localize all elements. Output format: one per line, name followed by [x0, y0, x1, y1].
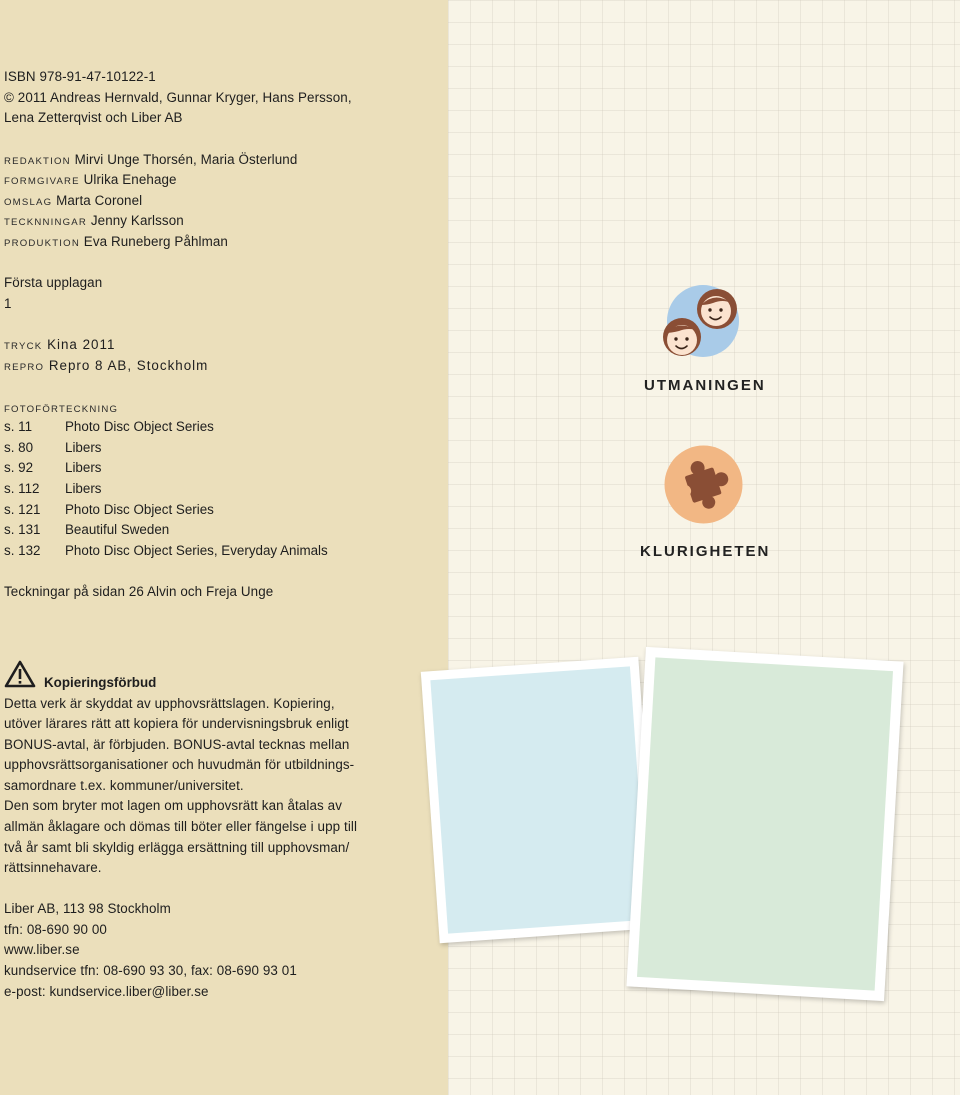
credit-source: Libers: [65, 460, 102, 475]
drawings-note: Teckningar på sidan 26 Alvin och Freja Unge: [4, 584, 274, 599]
role-value: Marta Coronel: [56, 193, 143, 208]
role-production: [4, 232, 228, 254]
role-label: FORMGIVARE: [4, 176, 80, 187]
print-value: Kina 2011: [47, 337, 116, 352]
copyright-line-2: Lena Zetterqvist och Liber AB: [4, 110, 183, 125]
role-value: Mirvi Unge Thorsén, Maria Österlund: [74, 152, 298, 167]
copyright-line-1: © 2011 Andreas Hernvald, Gunnar Kryger, Hans Persson,: [4, 90, 352, 105]
role-cover: [4, 191, 142, 213]
credit-source: Libers: [65, 440, 102, 455]
role-value: Jenny Karlsson: [90, 213, 184, 228]
print-info: [4, 335, 115, 357]
credit-page: s. 11: [4, 419, 33, 434]
edition-number: 1: [4, 296, 12, 311]
credit-page: s. 132: [4, 543, 41, 558]
role-label: REDAKTION: [4, 156, 71, 167]
notice-line: två år samt bli skyldig erlägga ersättning till upphovsman/: [4, 840, 350, 855]
notice-line: utöver lärares rätt att kopiera för undervisningsbruk enligt: [4, 716, 349, 731]
credit-source: Photo Disc Object Series, Everyday Animals: [65, 543, 328, 558]
customer-service: kundservice tfn: 08-690 93 30, fax: 08-690 93 01: [4, 963, 297, 978]
role-label: OMSLAG: [4, 197, 53, 208]
puzzle-label: KLURIGHETEN: [640, 543, 771, 560]
role-illustrations: [4, 211, 184, 233]
notice-line: upphovsrättsorganisationer och huvudmän för utbildnings-: [4, 757, 355, 772]
role-label: TECKNNINGAR: [4, 217, 88, 228]
credit-page: s. 121: [4, 502, 41, 517]
credit-source: Beautiful Sweden: [65, 522, 170, 537]
photo-credit-row: [4, 541, 328, 561]
credit-page: s. 112: [4, 481, 40, 496]
challenge-label: UTMANINGEN: [644, 377, 766, 394]
publisher-email: e-post: kundservice.liber@liber.se: [4, 984, 209, 999]
photo-credit-row: [4, 479, 101, 499]
children-faces-icon: [657, 283, 743, 363]
photo-frame-blue: [421, 657, 657, 944]
photo-credit-row: [4, 500, 214, 520]
repro-info: [4, 356, 208, 378]
credit-page: s. 131: [4, 522, 41, 537]
copy-prohibition-title: Kopieringsförbud: [44, 675, 157, 690]
publisher-website: www.liber.se: [4, 942, 80, 957]
photo-credit-row: [4, 458, 101, 478]
isbn: ISBN 978-91-47-10122-1: [4, 69, 156, 84]
publisher-address: Liber AB, 113 98 Stockholm: [4, 901, 171, 916]
role-label: PRODUKTION: [4, 238, 80, 249]
photo-heading-label: FOTOFÖRTECKNING: [4, 404, 119, 415]
role-designer: [4, 170, 177, 192]
publisher-phone: tfn: 08-690 90 00: [4, 922, 107, 937]
credit-source: Libers: [65, 481, 102, 496]
role-value: Eva Runeberg Påhlman: [83, 234, 228, 249]
credit-page: s. 80: [4, 440, 34, 455]
print-label: TRYCK: [4, 341, 43, 352]
notice-line: BONUS-avtal, är förbjuden. BONUS-avtal tecknas mellan: [4, 737, 350, 752]
photo-placeholder: [430, 666, 647, 933]
warning-icon: [4, 660, 36, 688]
notice-line: allmän åklagare och dömas till böter eller fängelse i upp till: [4, 819, 358, 834]
photo-credit-row: [4, 438, 101, 458]
puzzle-piece-icon: [664, 445, 743, 524]
photo-credit-row: [4, 417, 214, 437]
credit-source: Photo Disc Object Series: [65, 502, 214, 517]
role-editorial: [4, 150, 297, 172]
photo-credit-row: [4, 520, 169, 540]
photo-placeholder: [637, 657, 893, 990]
notice-line: rättsinnehavare.: [4, 860, 102, 875]
credit-source: Photo Disc Object Series: [65, 419, 214, 434]
edition: Första upplagan: [4, 275, 103, 290]
credit-page: s. 92: [4, 460, 34, 475]
notice-line: samordnare t.ex. kommuner/universitet.: [4, 778, 244, 793]
repro-label: REPRO: [4, 362, 45, 373]
repro-value: Repro 8 AB, Stockholm: [48, 358, 209, 373]
photo-frame-green: [626, 647, 903, 1001]
notice-line: Den som bryter mot lagen om upphovsrätt kan åtalas av: [4, 798, 342, 813]
notice-line: Detta verk är skyddat av upphovsrättslagen. Kopiering,: [4, 696, 335, 711]
role-value: Ulrika Enehage: [83, 172, 177, 187]
